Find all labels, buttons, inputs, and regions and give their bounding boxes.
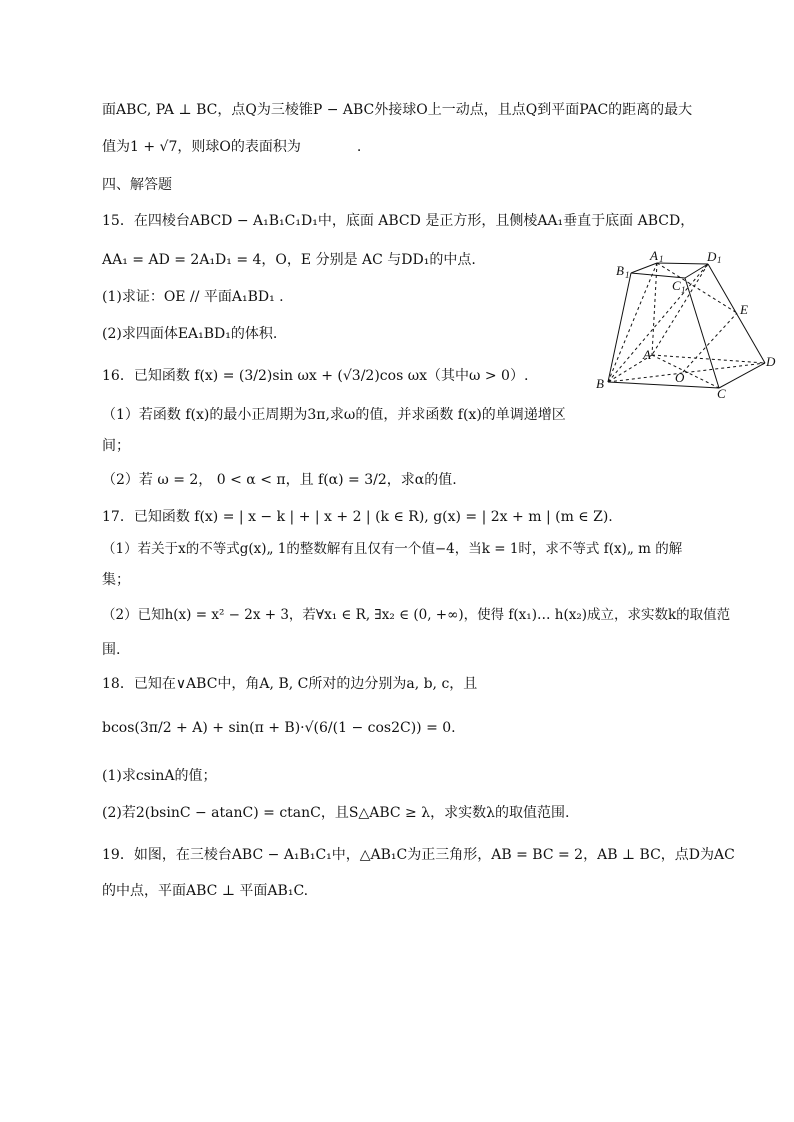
text-line: 面ABC, PA ⊥ BC，点Q为三棱锥P − ABC外接球O上一动点，且点Q到平面PAC的距离的最大 (102, 102, 693, 118)
label-A: A (643, 347, 651, 362)
problem-16-statement: 16．已知函数 f(x) = (3/2)sin ωx + (√3/2)cos ωx（其中ω > 0）. (102, 368, 529, 384)
section-heading: 四、解答题 (102, 177, 172, 193)
label-A1-sub: 1 (659, 254, 664, 264)
label-C1-sub: 1 (681, 285, 686, 295)
label-C: C (717, 386, 726, 398)
label-B1: B (616, 263, 624, 278)
problem-15-part-2: (2)求四面体EA₁BD₁的体积. (102, 326, 278, 342)
label-E: E (740, 302, 748, 317)
problem-19-statement-cont: 的中点，平面ABC ⊥ 平面AB₁C. (102, 883, 309, 899)
problem-15-statement: 15．在四棱台ABCD − A₁B₁C₁D₁中，底面 ABCD 是正方形，且侧棱AA₁垂直于底面 ABCD， (102, 213, 695, 229)
problem-17-part-2: （2）已知h(x) = x² − 2x + 3，若∀x₁ ∈ R, ∃x₂ ∈ (0, +∞)，使得 f(x₁)… h(x₂)成立，求实数k的取值范 (102, 607, 731, 623)
label-C1: C (672, 278, 681, 293)
text-line: 围. (102, 642, 121, 658)
problem-18-equation: bcos(3π/2 + A) + sin(π + B)·√(6/(1 − cos2C)) = 0. (102, 720, 456, 736)
label-B: B (596, 376, 604, 391)
problem-18-part-2: (2)若2(bsinC − atanC) = ctanC，且S△ABC ≥ λ，求实数λ的取值范围. (102, 805, 570, 821)
problem-15-part-1: (1)求证：OE // 平面A₁BD₁ . (102, 289, 284, 305)
problem-18-statement: 18．已知在∨ABC中，角A, B, C所对的边分别为a, b, c，且 (102, 676, 478, 692)
problem-17-part-1: （1）若关于x的不等式g(x)„ 1的整数解有且仅有一个值−4，当k = 1时，求不等式 f(x)„ m 的解 (102, 541, 683, 557)
problem-15-condition: AA₁ = AD = 2A₁D₁ = 4，O，E 分别是 AC 与DD₁的中点. (102, 252, 476, 268)
label-D: D (766, 354, 776, 369)
text-line: 集； (102, 572, 130, 588)
label-O: O (675, 370, 685, 385)
frustum-diagram (590, 248, 784, 398)
text-line: 间； (102, 438, 130, 454)
problem-18-part-1: (1)求csinA的值； (102, 768, 217, 784)
label-D1: D (707, 249, 717, 264)
frustum-figure (590, 248, 784, 402)
label-A1: A (650, 248, 658, 263)
problem-16-part-1: （1）若函数 f(x)的最小正周期为3π,求ω的值，并求函数 f(x)的单调递增区 (102, 407, 566, 423)
problem-17-statement: 17．已知函数 f(x) = | x − k | + | x + 2 | (k ∈ R), g(x) = | 2x + m | (m ∈ Z). (102, 509, 613, 525)
label-B1-sub: 1 (625, 270, 630, 280)
problem-19-statement: 19．如图，在三棱台ABC − A₁B₁C₁中，△AB₁C为正三角形，AB = BC = 2，AB ⊥ BC，点D为AC (102, 847, 735, 863)
problem-16-part-2: （2）若 ω = 2， 0 < α < π，且 f(α) = 3/2，求α的值. (102, 472, 457, 488)
label-D1-sub: 1 (717, 255, 722, 265)
text-line: 值为1 + √7，则球O的表面积为 . (102, 139, 362, 155)
